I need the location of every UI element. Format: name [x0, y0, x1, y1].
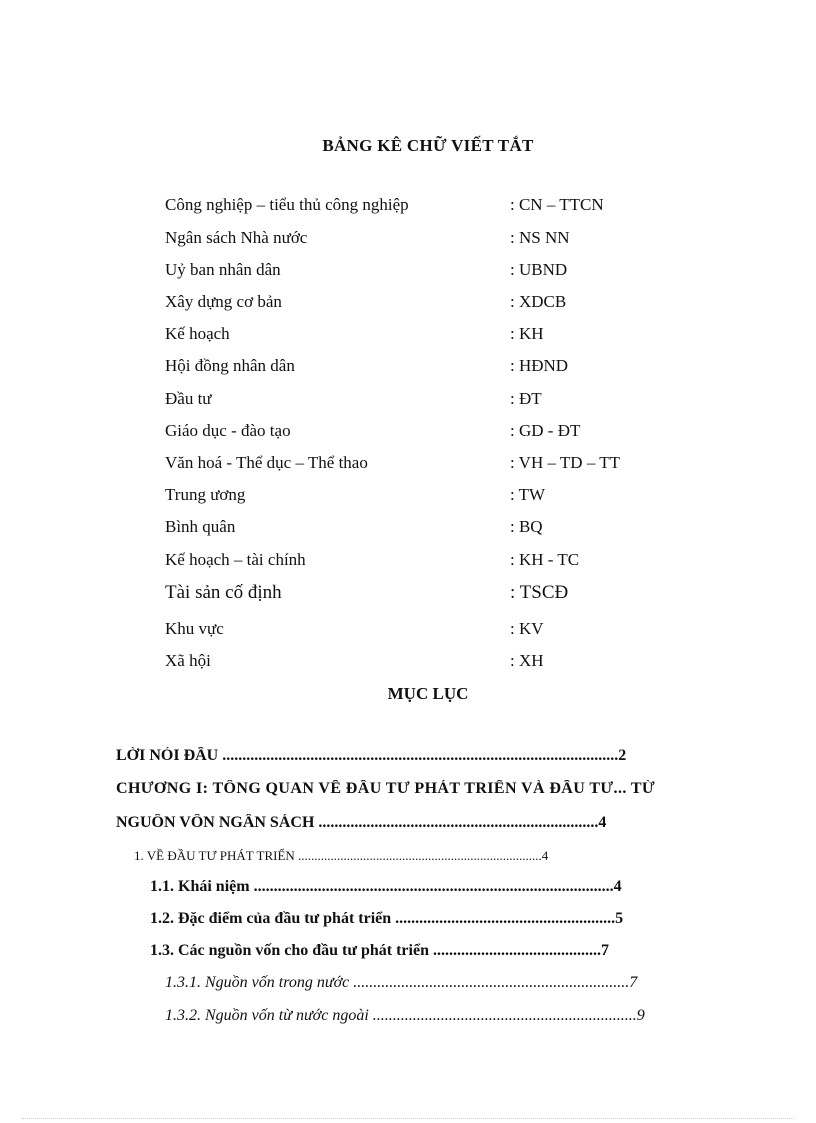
toc-entry[interactable]: 1.3.2. Nguồn vốn từ nước ngoài ..................................................................9 — [165, 1007, 645, 1024]
toc-entry[interactable]: LỜI NÓI ĐẦU ...................................................................................................2 — [116, 747, 627, 764]
abbreviation-code: : HĐND — [510, 356, 569, 375]
toc-entry[interactable]: CHƯƠNG I: TỔNG QUAN VỀ ĐẦU TƯ PHÁT TRIỂN VÀ ĐẦU TƯ... TỪ — [116, 780, 656, 797]
toc-entry[interactable]: 1.2. Đặc điểm của đầu tư phát triển .......................................................5 — [150, 910, 624, 927]
abbreviation-term: Xã hội — [165, 651, 211, 670]
toc-entry[interactable]: 1. VỀ ĐẦU TƯ PHÁT TRIỂN ...........................................................................4 — [134, 848, 549, 863]
abbreviation-term: Tài sản cố định — [165, 582, 282, 603]
toc-entry[interactable]: 1.3.1. Nguồn vốn trong nước .....................................................................7 — [165, 974, 638, 991]
abbreviation-code: : ĐT — [510, 389, 542, 408]
abbreviation-code: : TW — [510, 485, 546, 504]
abbreviation-term: Uỷ ban nhân dân — [165, 260, 281, 279]
abbreviation-term: Xây dựng cơ bản — [165, 292, 282, 311]
toc-entry[interactable]: 1.1. Khái niệm ..........................................................................................4 — [150, 878, 622, 895]
abbreviation-term: Đầu tư — [165, 389, 212, 408]
abbreviation-term: Văn hoá - Thể dục – Thể thao — [165, 453, 368, 472]
abbreviation-code: : NS NN — [510, 228, 570, 247]
toc-entry[interactable]: 1.3. Các nguồn vốn cho đầu tư phát triển ..........................................7 — [150, 942, 609, 959]
abbreviation-code: : GD - ĐT — [510, 421, 581, 440]
abbreviation-code: : KH - TC — [510, 550, 580, 569]
abbreviation-term: Công nghiệp – tiểu thủ công nghiệp — [165, 195, 409, 214]
abbreviation-code: : CN – TTCN — [510, 195, 604, 214]
abbreviation-term: Bình quân — [165, 517, 236, 536]
abbreviation-term: Kế hoạch – tài chính — [165, 550, 306, 569]
abbreviation-code: : XH — [510, 651, 544, 670]
abbreviation-term: Giáo dục - đào tạo — [165, 421, 291, 440]
abbreviation-term: Hội đồng nhân dân — [165, 356, 295, 375]
abbreviation-table-title: BẢNG KÊ CHỮ VIẾT TẮT — [322, 136, 534, 155]
abbreviation-term: Trung ương — [165, 485, 246, 504]
page-bottom-rule — [22, 1118, 794, 1119]
abbreviation-code: : VH – TD – TT — [510, 453, 621, 472]
abbreviation-term: Kế hoạch — [165, 324, 230, 343]
abbreviation-code: : KV — [510, 619, 544, 638]
abbreviation-term: Khu vực — [165, 619, 224, 638]
abbreviation-code: : BQ — [510, 517, 543, 536]
table-of-contents-title: MỤC LỤC — [387, 684, 469, 703]
toc-entry[interactable]: NGUỒN VỐN NGÂN SÁCH ......................................................................4 — [116, 814, 607, 831]
abbreviation-code: : XDCB — [510, 292, 567, 311]
abbreviation-code: : TSCĐ — [510, 582, 569, 603]
abbreviation-term: Ngân sách Nhà nước — [165, 228, 308, 247]
abbreviation-code: : KH — [510, 324, 544, 343]
abbreviation-code: : UBND — [510, 260, 568, 279]
